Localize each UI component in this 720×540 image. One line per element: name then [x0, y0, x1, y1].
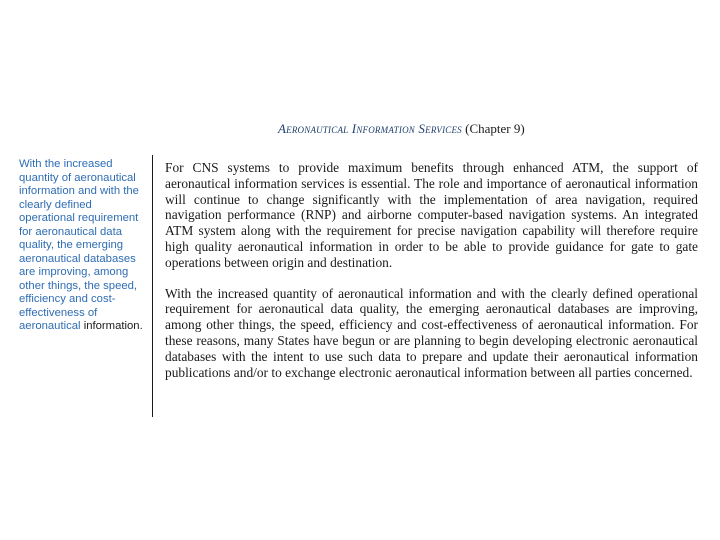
page-header	[278, 121, 598, 137]
paragraph-2: With the increased quantity of aeronautical information and with the clearly defined operational requirement for aeronautical data quality, the emerging aeronautical databases are improving, among other things, the speed, efficiency and cost-effectiveness of aeronautical information. For these reasons, many States have begun or are planning to begin developing electronic aeronautical databases with the intent to use such data to prepare and update their aeronautical information publications and/or to exchange electronic aeronautical information between all parties concerned.	[165, 285, 698, 380]
margin-note-text: With the increased quantity of aeronautical information and with the clearly defined operational requirement for aeronautical data quality, the emerging aeronautical databases are improving, among other things, the speed, efficiency and cost-effectiveness of aeronautical	[19, 158, 139, 332]
body-text	[165, 160, 698, 380]
header-chapter: (Chapter 9)	[465, 121, 525, 136]
paragraph-1: For CNS systems to provide maximum benefits through enhanced ATM, the support of aeronautical information services is essential. The role and importance of aeronautical information will continue to change significantly with the implementation of area navigation, required navigation performance (RNP) and airborne computer-based navigation systems. An integrated ATM system along with the requirement for precise navigation capability will therefore require high quality aeronautical information in order to be able to provide guidance for gate to gate operations between origin and destination.	[165, 160, 698, 270]
margin-note	[19, 158, 147, 334]
margin-note-tail: information.	[83, 320, 143, 332]
margin-divider	[152, 155, 153, 417]
header-title: Aeronautical Information Services	[278, 121, 462, 136]
